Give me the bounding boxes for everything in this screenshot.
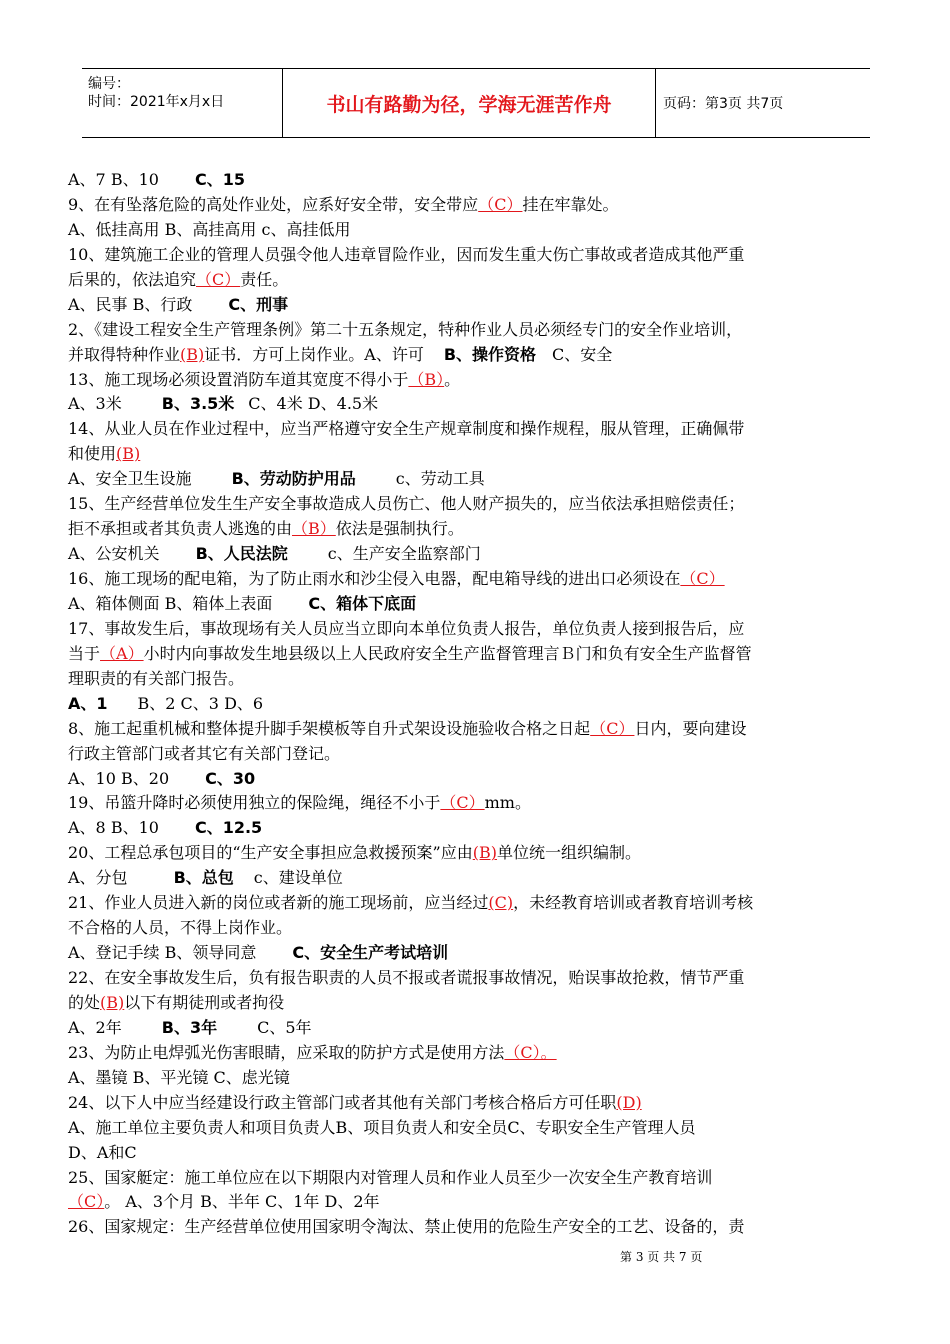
options-line: A、低挂高用 B、高挂高用 c、高挂低用	[68, 219, 351, 239]
question-line: 不合格的人员，不得上岗作业。	[68, 918, 293, 938]
answer-mark: （C）	[440, 793, 485, 813]
doc-time-label: 时间：2021年x月x日	[88, 94, 225, 110]
question-line: 理职责的有关部门报告。	[68, 668, 245, 688]
question-line: 14、从业人员在作业过程中，应当严格遵守安全生产规章制度和操作规程，服从管理，正确佩带	[68, 419, 745, 439]
answer-mark: （C）。	[504, 1042, 557, 1062]
header-page-info: 页码：第3页 共7页	[663, 96, 784, 112]
question-line: 15、生产经营单位发生生产安全事故造成人员伤亡、他人财产损失的，应当依法承担赔偿责任；	[68, 494, 745, 514]
answer-mark: (C)	[488, 893, 514, 913]
options-line: A、箱体侧面 B、箱体上表面 C、箱体下底面	[68, 593, 417, 613]
question-line: 10、建筑施工企业的管理人员强令他人违章冒险作业，因而发生重大伤亡事故或者造成其他严重	[68, 244, 745, 264]
question-line: 当于（A）小时内向事故发生地县级以上人民政府安全生产监督管理言Ｂ门和负有安全生产监督管	[68, 643, 752, 663]
answer-mark: （A）	[100, 643, 144, 663]
options-line: A、登记手续 B、领导同意 C、安全生产考试培训	[68, 943, 449, 963]
question-line: 26、国家规定：生产经营单位使用国家明令淘汰、禁止使用的危险生产安全的工艺、设备的，责	[68, 1217, 745, 1237]
question-line: 17、事故发生后，事故现场有关人员应当立即向本单位负责人报告，单位负责人接到报告后，应	[68, 618, 745, 638]
options-line: A、公安机关 B、人民法院 c、生产安全监察部门	[68, 544, 481, 564]
page-header	[82, 68, 870, 138]
question-line: 2、《建设工程安全生产管理条例》第二十五条规定，特种作业人员必须经专门的安全作业培训，	[68, 319, 743, 339]
question-line: 9、在有坠落危险的高处作业处，应系好安全带，安全带应（C）挂在牢靠处。	[68, 194, 619, 214]
question-line: 和使用(B)	[68, 444, 141, 464]
doc-number-label: 编号：	[88, 76, 130, 92]
question-line: 25、国家艇定：施工单位应在以下期限内对管理人员和作业人员至少一次安全生产教育培训	[68, 1167, 713, 1187]
answer-mark: (B)	[180, 344, 205, 364]
question-line: 20、工程总承包项目的“生产安全事担应急救援预案”应由(B)单位统一组织编制。	[68, 843, 641, 863]
options-line: A、墨镜 B、平光镜 C、虑光镜	[68, 1067, 290, 1087]
options-line: A、安全卫生设施 B、劳动防护用品 c、劳动工具	[68, 469, 485, 489]
options-line: A、8 B、10 C、12.5	[68, 818, 263, 838]
question-line: 8、施工起重机械和整体提升脚手架模板等自升式架设设施验收合格之日起（C）日内，要向建设	[68, 718, 747, 738]
question-line: 后果的，依法追究（C）责任。	[68, 269, 289, 289]
answer-mark: (B)	[116, 444, 141, 464]
answer-mark: （B）	[292, 519, 336, 539]
answer-mark: （B）	[408, 369, 445, 389]
options-line: A、3米 B、3.5米 C、4米 D、4.5米	[68, 394, 379, 414]
options-line: A、10 B、20 C、30	[68, 768, 256, 788]
document-body	[68, 168, 884, 1240]
question-line: 23、为防止电焊弧光伤害眼睛，应采取的防护方式是使用方法（C）。	[68, 1042, 557, 1062]
question-line: 13、施工现场必须设置消防车道其宽度不得小于（B）。	[68, 369, 461, 389]
answer-mark: (D)	[616, 1092, 642, 1112]
options-line: （C）。 A、3个月 B、半年 C、1年 D、2年	[68, 1192, 380, 1212]
question-line: 22、在安全事故发生后，负有报告职责的人员不报或者谎报事故情况，贻误事故抢救，情节严重	[68, 968, 745, 987]
options-line: A、1 B、2 C、3 D、6	[68, 693, 264, 713]
options-line: A、民事 B、行政 C、刑事	[68, 294, 289, 314]
options-line: A、2年 B、3年 C、5年	[68, 1017, 312, 1037]
answer-mark: （C）	[68, 1192, 105, 1212]
question-line: 21、作业人员进入新的岗位或者新的施工现场前，应当经过(C)，未经教育培训或者教育培训考核	[68, 893, 754, 913]
question-line: 的处(B)以下有期徒刑或者拘役	[68, 992, 285, 1012]
header-motto: 书山有路勤为径，学海无涯苦作舟	[282, 69, 656, 137]
answer-mark: （C）	[478, 194, 523, 214]
header-left-cell	[82, 69, 282, 137]
question-line: 并取得特种作业(B)证书．方可上岗作业。A、许可 B、操作资格 C、安全	[68, 344, 613, 364]
page-footer: 第 3 页 共 7 页	[620, 1250, 703, 1264]
options-line: A、施工单位主要负责人和项目负责人B、项目负责人和安全员C、专职安全生产管理人员	[68, 1117, 696, 1137]
answer-mark: (B)	[472, 843, 497, 863]
answer-mark: （C）	[196, 269, 241, 289]
question-line: 16、施工现场的配电箱，为了防止雨水和沙尘侵入电器，配电箱导线的进出口必须设在（C）	[68, 569, 725, 588]
answer-mark: （C）	[680, 569, 725, 588]
question-line: 19、吊篮升降时必须使用独立的保险绳，绳径不小于（C）mm。	[68, 793, 531, 813]
answer-mark: (B)	[100, 992, 125, 1012]
options-line: A、分包 B、总包 c、建设单位	[68, 868, 343, 888]
answer-mark: （C）	[590, 718, 635, 738]
text-line: A、7 B、10 C、15	[68, 170, 245, 189]
options-line: D、A和C	[68, 1142, 137, 1162]
question-line: 24、以下人中应当经建设行政主管部门或者其他有关部门考核合格后方可任职(D)	[68, 1092, 642, 1112]
question-line: 拒不承担或者其负责人逃逸的由（B）依法是强制执行。	[68, 519, 464, 539]
question-line: 行政主管部门或者其它有关部门登记。	[68, 743, 341, 763]
